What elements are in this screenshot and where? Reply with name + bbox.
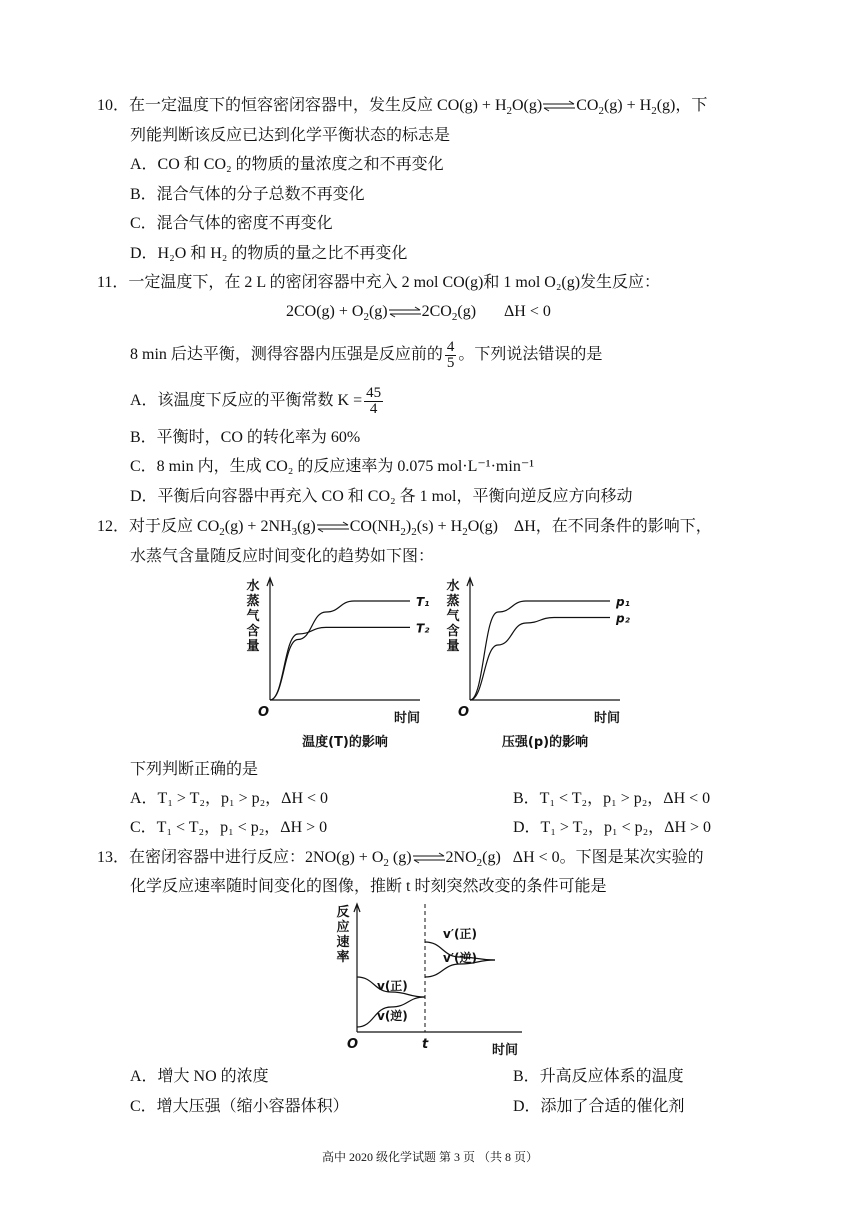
q12-option-b: B．T₁ < T₂，p₁ > p₂，ΔH < 0 [513, 790, 711, 807]
q12-option-c: C．T₁ < T₂，p₁ < p₂，ΔH > 0 [130, 819, 328, 836]
chart-title: 温度(T)的影响 [302, 735, 388, 750]
temperature-chart [246, 578, 430, 750]
q13-option-a: A．增大 NO 的浓度 [130, 1068, 269, 1085]
q11-line1: 11．一定温度下，在 2 L 的密闭容器中充入 2 mol CO(g)和 1 mol O₂(g)发生反应： [97, 274, 661, 291]
fraction-4-5: $\frac{4}{5}$ [446, 339, 455, 371]
origin-label: O [458, 705, 470, 720]
fraction-45-4: $\frac{45}{4}$ [366, 385, 382, 417]
y-axis-label-char: 气 [446, 609, 460, 624]
q11-dh: ΔH < 0 [504, 303, 551, 320]
chart-title: 压强(p)的影响 [501, 735, 589, 750]
q11-option-b: B．平衡时，CO 的转化率为 60% [130, 429, 361, 446]
q11-option-a: A．该温度下反应的平衡常数 K = $\frac{45}{4}$ [130, 385, 382, 417]
q10-line1: 10．在一定温度下的恒容密闭容器中，发生反应 $CO(g) + H_2O(g) CO_2(g) + H_2(g)$，下 [97, 97, 708, 118]
q13-line2: 化学反应速率随时间变化的图像，推断 t 时刻突然改变的条件可能是 [130, 878, 607, 895]
origin-label: O [258, 705, 270, 720]
q12-option-d: D．T₁ > T₂，p₁ < p₂，ΔH > 0 [513, 819, 712, 836]
q13-rate-chart [330, 900, 530, 1060]
y-axis-label-char: 水 [446, 579, 460, 594]
series-line-2 [270, 627, 410, 700]
y-axis-label-char: 含 [246, 624, 260, 639]
q11-option-d: D．平衡后向容器中再充入 CO 和 CO₂ 各 1 mol，平衡向逆反应方向移动 [130, 488, 633, 505]
y-axis-label-char: 水 [246, 579, 260, 594]
q12-figures [240, 572, 630, 752]
q10-line2: 列能判断该反应已达到化学平衡状态的标志是 [130, 127, 451, 144]
page-footer: 高中 2020 级化学试题 第 3 页 （共 8 页） [321, 1150, 538, 1164]
series-line-2 [470, 618, 610, 701]
q12-line1: 12．对于反应 $CO_2(g) + 2NH_3(g) CO(NH_2)_2(s) + H_2O(g)$ ΔH，在不同条件的影响下， [97, 518, 712, 539]
q13-option-b: B．升高反应体系的温度 [513, 1068, 684, 1085]
x-axis-label: 时间 [492, 1043, 519, 1058]
y-axis-label-char: 量 [446, 639, 460, 654]
q13-option-c: C．增大压强（缩小容器体积） [130, 1098, 349, 1115]
series-line-1 [270, 601, 410, 700]
y-axis-label-char: 蒸 [446, 594, 460, 609]
y-axis-label-char: 蒸 [246, 594, 260, 609]
q13-option-d: D．添加了合适的催化剂 [513, 1098, 685, 1115]
y-axis-label-char: 速 [336, 935, 350, 950]
q13-line1: 13．在密闭容器中进行反应：$2NO(g) + O_2$ (g) $2NO_2(g) \Delta H < 0$。下图是某次实验的 [97, 849, 704, 870]
series-label: T₁ [416, 595, 430, 609]
q10-option-a: A．CO 和 CO₂ 的物质的量浓度之和不再变化 [130, 156, 444, 173]
x-axis-label: 时间 [394, 711, 421, 726]
y-axis-label-char: 含 [446, 624, 460, 639]
q11-equation: $2CO(g) + O_2(g)$ $2CO_2(g)$ ΔH < 0 [286, 303, 551, 324]
q10-option-d: D．H₂O 和 H₂ 的物质的量之比不再变化 [130, 245, 408, 262]
series-label-before: v(正) [377, 979, 408, 993]
y-axis-label-char: 反 [336, 905, 350, 920]
q11-option-c: C．8 min 内，生成 CO₂ 的反应速率为 0.075 mol·L⁻¹·min⁻¹ [130, 458, 535, 475]
y-axis-label-char: 气 [246, 609, 260, 624]
series-label: T₂ [416, 621, 430, 636]
series-label-after: v′(正) [443, 927, 477, 941]
q10-option-b: B．混合气体的分子总数不再变化 [130, 186, 365, 203]
y-axis-label-char: 率 [336, 950, 350, 965]
q12-judge: 下列判断正确的是 [130, 761, 259, 778]
y-axis-label-char: 应 [336, 920, 350, 935]
equilibrium-arrow-icon [542, 101, 576, 111]
q12-option-a: A．T₁ > T₂，p₁ > p₂，ΔH < 0 [130, 790, 329, 807]
t-tick-label: t [422, 1037, 429, 1052]
origin-label: O [347, 1037, 359, 1052]
q11-line3: 8 min 后达平衡，测得容器内压强是反应前的 $\frac{4}{5}$ 。下列说法错误的是 [130, 339, 603, 371]
pressure-chart [446, 578, 630, 750]
equilibrium-arrow-icon [412, 853, 446, 863]
y-axis-label-char: 量 [246, 639, 260, 654]
equilibrium-arrow-icon [316, 522, 350, 532]
series-label-before: v(逆) [377, 1009, 408, 1023]
q10-option-c: C．混合气体的密度不再变化 [130, 215, 333, 232]
series-label: p₂ [616, 611, 630, 626]
series-label-after: v′(逆) [443, 951, 477, 965]
series-label: p₁ [616, 595, 630, 609]
x-axis-label: 时间 [594, 711, 621, 726]
q12-line2: 水蒸气含量随反应时间变化的趋势如下图： [130, 548, 435, 565]
equilibrium-arrow-icon [388, 307, 422, 317]
